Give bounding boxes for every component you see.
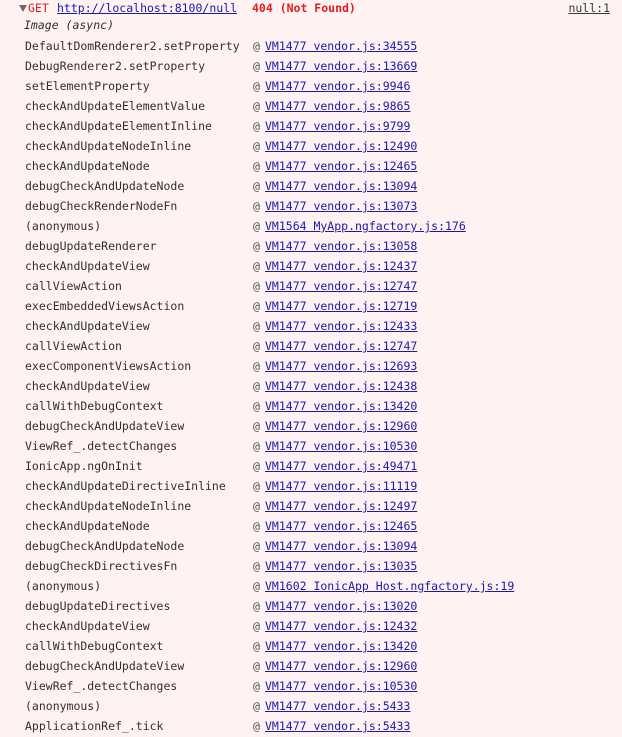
stack-frame-row bbox=[0, 536, 622, 556]
at-symbol: @ bbox=[253, 519, 260, 533]
stack-frame-row bbox=[0, 656, 622, 676]
function-name: callWithDebugContext bbox=[25, 399, 164, 413]
function-name: debugCheckDirectivesFn bbox=[25, 559, 178, 573]
at-symbol: @ bbox=[253, 439, 260, 453]
at-symbol: @ bbox=[253, 119, 260, 133]
at-symbol: @ bbox=[253, 299, 260, 313]
source-location-link[interactable]: VM1477 vendor.js:5433 bbox=[265, 719, 411, 733]
stack-frame-row bbox=[0, 156, 622, 176]
at-symbol: @ bbox=[253, 139, 260, 153]
stack-frame-row bbox=[0, 436, 622, 456]
source-location-link[interactable]: VM1477 vendor.js:12438 bbox=[265, 379, 418, 393]
function-name: debugUpdateDirectives bbox=[25, 599, 171, 613]
stack-frame-row bbox=[0, 356, 622, 376]
at-symbol: @ bbox=[253, 79, 260, 93]
source-location-link[interactable]: VM1477 vendor.js:12747 bbox=[265, 279, 418, 293]
source-location-link[interactable]: null:1 bbox=[568, 1, 610, 15]
function-name: execComponentViewsAction bbox=[25, 359, 192, 373]
function-name: checkAndUpdateView bbox=[25, 619, 150, 633]
function-name: execEmbeddedViewsAction bbox=[25, 299, 185, 313]
source-location-link[interactable]: VM1477 vendor.js:12465 bbox=[265, 519, 418, 533]
function-name: ApplicationRef_.tick bbox=[25, 719, 164, 733]
at-symbol: @ bbox=[253, 599, 260, 613]
source-location-link[interactable]: VM1477 vendor.js:9946 bbox=[265, 79, 411, 93]
function-name: checkAndUpdateElementValue bbox=[25, 99, 206, 113]
stack-frame-row bbox=[0, 496, 622, 516]
stack-frame-row bbox=[0, 336, 622, 356]
function-name: checkAndUpdateNodeInline bbox=[25, 139, 192, 153]
source-location-link[interactable]: VM1477 vendor.js:13058 bbox=[265, 239, 418, 253]
status-text: 404 (Not Found) bbox=[252, 1, 356, 15]
function-name: checkAndUpdateView bbox=[25, 379, 150, 393]
source-location-link[interactable]: VM1477 vendor.js:12960 bbox=[265, 659, 418, 673]
request-url-link[interactable]: http://localhost:8100/null bbox=[57, 1, 238, 15]
stack-frame-row bbox=[0, 196, 622, 216]
source-location-link[interactable]: VM1477 vendor.js:12437 bbox=[265, 259, 418, 273]
function-name: ViewRef_.detectChanges bbox=[25, 439, 178, 453]
function-name: DebugRenderer2.setProperty bbox=[25, 59, 206, 73]
function-name: checkAndUpdateNode bbox=[25, 519, 150, 533]
source-location-link[interactable]: VM1477 vendor.js:12693 bbox=[265, 359, 418, 373]
source-location-link[interactable]: VM1477 vendor.js:9799 bbox=[265, 119, 411, 133]
function-name: debugUpdateRenderer bbox=[25, 239, 157, 253]
function-name: IonicApp.ngOnInit bbox=[25, 459, 143, 473]
at-symbol: @ bbox=[253, 579, 260, 593]
function-name: (anonymous) bbox=[25, 699, 102, 713]
stack-frame-row bbox=[0, 416, 622, 436]
stack-frame-row bbox=[0, 376, 622, 396]
stack-frame-row bbox=[0, 596, 622, 616]
stack-frame-row bbox=[0, 296, 622, 316]
at-symbol: @ bbox=[253, 279, 260, 293]
stack-frame-row bbox=[0, 616, 622, 636]
stack-frame-row bbox=[0, 696, 622, 716]
stack-frame-row bbox=[0, 276, 622, 296]
at-symbol: @ bbox=[253, 719, 260, 733]
source-location-link[interactable]: VM1477 vendor.js:12719 bbox=[265, 299, 418, 313]
function-name: DefaultDomRenderer2.setProperty bbox=[25, 39, 240, 53]
async-label: Image (async) bbox=[24, 18, 115, 32]
at-symbol: @ bbox=[253, 219, 260, 233]
source-location-link[interactable]: VM1477 vendor.js:13420 bbox=[265, 639, 418, 653]
function-name: callViewAction bbox=[25, 279, 122, 293]
source-location-link[interactable]: VM1477 vendor.js:12465 bbox=[265, 159, 418, 173]
at-symbol: @ bbox=[253, 539, 260, 553]
triangle-down-icon[interactable] bbox=[19, 5, 27, 12]
function-name: checkAndUpdateView bbox=[25, 319, 150, 333]
stack-frame-row bbox=[0, 96, 622, 116]
stack-frame-row bbox=[0, 216, 622, 236]
source-location-link[interactable]: VM1477 vendor.js:13420 bbox=[265, 399, 418, 413]
stack-frame-row bbox=[0, 636, 622, 656]
stack-frame-row bbox=[0, 456, 622, 476]
stack-frame-row bbox=[0, 136, 622, 156]
function-name: (anonymous) bbox=[25, 579, 102, 593]
stack-frame-row bbox=[0, 676, 622, 696]
stack-frame-row bbox=[0, 256, 622, 276]
source-location-link[interactable]: VM1477 vendor.js:12497 bbox=[265, 499, 418, 513]
stack-frame-row bbox=[0, 516, 622, 536]
source-location-link[interactable]: VM1477 vendor.js:13094 bbox=[265, 179, 418, 193]
function-name: (anonymous) bbox=[25, 219, 102, 233]
source-location-link[interactable]: VM1477 vendor.js:12433 bbox=[265, 319, 418, 333]
source-location-link[interactable]: VM1477 vendor.js:49471 bbox=[265, 459, 418, 473]
at-symbol: @ bbox=[253, 479, 260, 493]
at-symbol: @ bbox=[253, 619, 260, 633]
source-location-link[interactable]: VM1477 vendor.js:13094 bbox=[265, 539, 418, 553]
function-name: debugCheckAndUpdateNode bbox=[25, 539, 185, 553]
function-name: debugCheckAndUpdateView bbox=[25, 659, 185, 673]
source-location-link[interactable]: VM1477 vendor.js:5433 bbox=[265, 699, 411, 713]
function-name: checkAndUpdateNodeInline bbox=[25, 499, 192, 513]
at-symbol: @ bbox=[253, 159, 260, 173]
stack-trace bbox=[0, 36, 622, 736]
stack-frame-row bbox=[0, 56, 622, 76]
stack-frame-row bbox=[0, 76, 622, 96]
function-name: debugCheckAndUpdateNode bbox=[25, 179, 185, 193]
source-location-link[interactable]: VM1477 vendor.js:10530 bbox=[265, 439, 418, 453]
source-location-link[interactable]: VM1477 vendor.js:12960 bbox=[265, 419, 418, 433]
source-location-link[interactable]: VM1564 MyApp.ngfactory.js:176 bbox=[265, 219, 466, 233]
stack-frame-row bbox=[0, 476, 622, 496]
stack-frame-row bbox=[0, 576, 622, 596]
stack-frame-row bbox=[0, 396, 622, 416]
http-method: GET bbox=[28, 1, 49, 15]
at-symbol: @ bbox=[253, 559, 260, 573]
function-name: callWithDebugContext bbox=[25, 639, 164, 653]
source-location-link[interactable]: VM1477 vendor.js:13073 bbox=[265, 199, 418, 213]
at-symbol: @ bbox=[253, 639, 260, 653]
source-location-link[interactable]: VM1477 vendor.js:9865 bbox=[265, 99, 411, 113]
at-symbol: @ bbox=[253, 459, 260, 473]
at-symbol: @ bbox=[253, 399, 260, 413]
request-header bbox=[0, 0, 622, 18]
function-name: ViewRef_.detectChanges bbox=[25, 679, 178, 693]
source-location-link[interactable]: VM1602 IonicApp Host.ngfactory.js:19 bbox=[265, 579, 515, 593]
stack-frame-row bbox=[0, 716, 622, 736]
function-name: debugCheckAndUpdateView bbox=[25, 419, 185, 433]
source-location-link[interactable]: VM1477 vendor.js:13035 bbox=[265, 559, 418, 573]
at-symbol: @ bbox=[253, 379, 260, 393]
at-symbol: @ bbox=[253, 319, 260, 333]
stack-frame-row bbox=[0, 556, 622, 576]
function-name: checkAndUpdateNode bbox=[25, 159, 150, 173]
at-symbol: @ bbox=[253, 339, 260, 353]
function-name: callViewAction bbox=[25, 339, 122, 353]
source-location-link[interactable]: VM1477 vendor.js:12490 bbox=[265, 139, 418, 153]
function-name: checkAndUpdateElementInline bbox=[25, 119, 212, 133]
at-symbol: @ bbox=[253, 679, 260, 693]
stack-frame-row bbox=[0, 316, 622, 336]
at-symbol: @ bbox=[253, 419, 260, 433]
source-location-link[interactable]: VM1477 vendor.js:12432 bbox=[265, 619, 418, 633]
at-symbol: @ bbox=[253, 199, 260, 213]
source-location-link[interactable]: VM1477 vendor.js:13669 bbox=[265, 59, 418, 73]
stack-frame-row bbox=[0, 116, 622, 136]
at-symbol: @ bbox=[253, 699, 260, 713]
source-location-link[interactable]: VM1477 vendor.js:11119 bbox=[265, 479, 418, 493]
at-symbol: @ bbox=[253, 99, 260, 113]
stack-frame-row bbox=[0, 176, 622, 196]
at-symbol: @ bbox=[253, 499, 260, 513]
at-symbol: @ bbox=[253, 359, 260, 373]
at-symbol: @ bbox=[253, 179, 260, 193]
at-symbol: @ bbox=[253, 39, 260, 53]
source-location-link[interactable]: VM1477 vendor.js:13020 bbox=[265, 599, 418, 613]
stack-frame-row bbox=[0, 36, 622, 56]
function-name: setElementProperty bbox=[25, 79, 150, 93]
source-location-link[interactable]: VM1477 vendor.js:12747 bbox=[265, 339, 418, 353]
function-name: checkAndUpdateView bbox=[25, 259, 150, 273]
at-symbol: @ bbox=[253, 259, 260, 273]
function-name: debugCheckRenderNodeFn bbox=[25, 199, 178, 213]
function-name: checkAndUpdateDirectiveInline bbox=[25, 479, 226, 493]
at-symbol: @ bbox=[253, 239, 260, 253]
source-location-link[interactable]: VM1477 vendor.js:10530 bbox=[265, 679, 418, 693]
stack-frame-row bbox=[0, 236, 622, 256]
source-location-link[interactable]: VM1477 vendor.js:34555 bbox=[265, 39, 418, 53]
at-symbol: @ bbox=[253, 659, 260, 673]
at-symbol: @ bbox=[253, 59, 260, 73]
